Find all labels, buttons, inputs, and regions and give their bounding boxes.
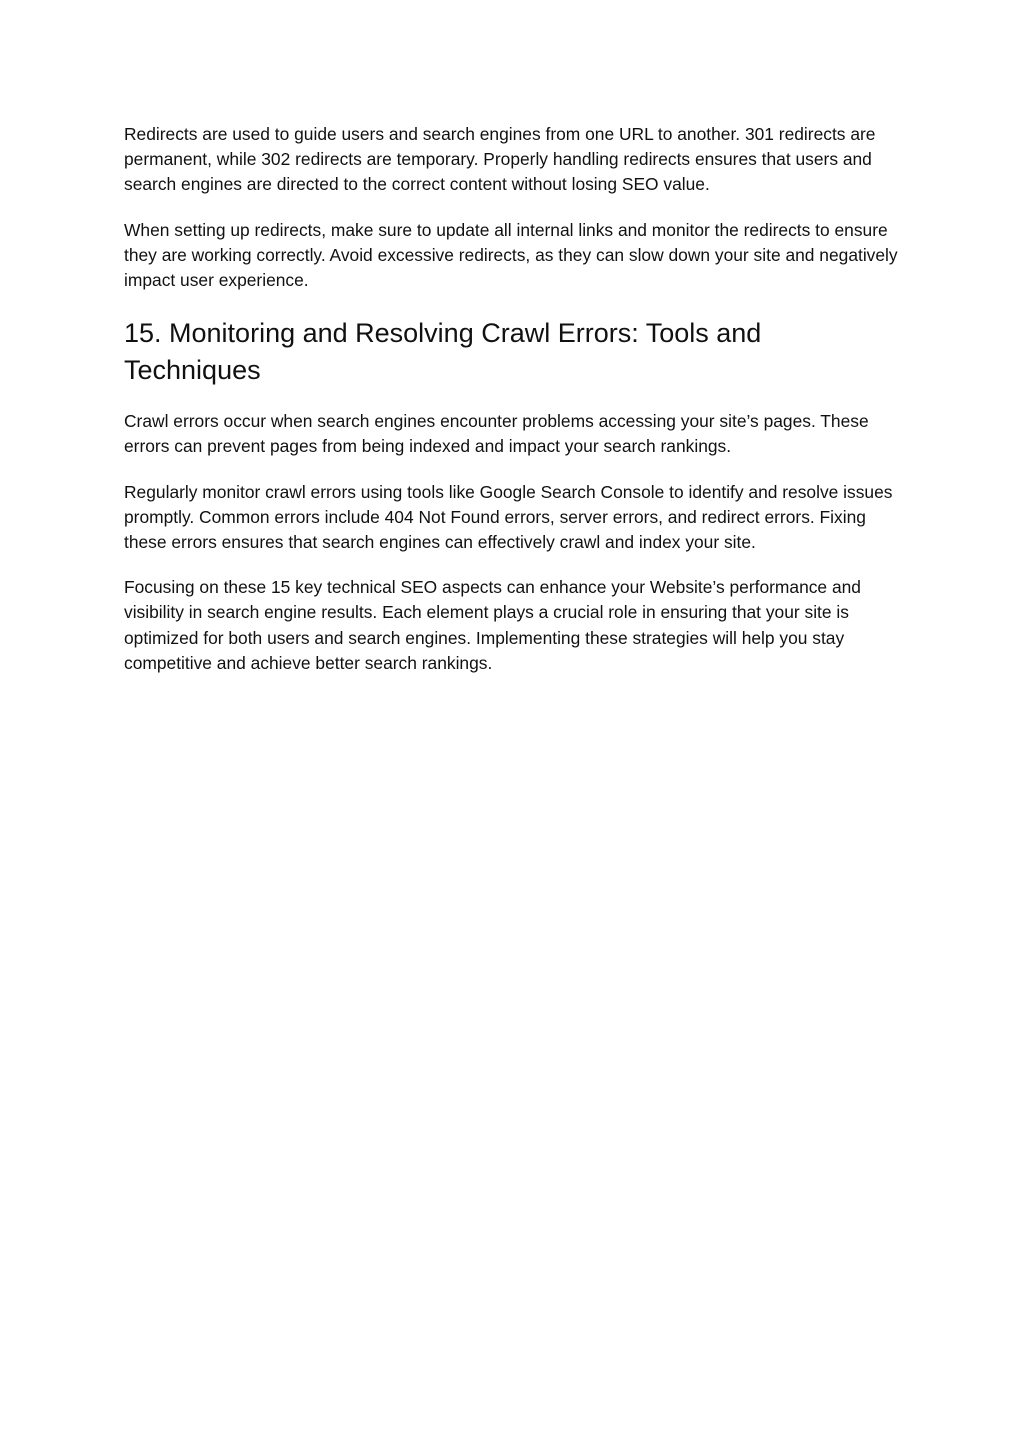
document-page	[124, 122, 904, 696]
paragraph-crawl-errors-monitoring: Regularly monitor crawl errors using tools like Google Search Console to identify and resolve issues promptly. Common errors include 404 Not Found errors, server errors, and redirect errors. Fixing these errors ensures that search engines can effectively crawl and index your site.	[124, 481, 893, 553]
paragraph-redirects-intro: Redirects are used to guide users and search engines from one URL to another. 301 redirects are permanent, while 302 redirects are temporary. Properly handling redirects ensures that users and search engines are directed to the correct content without losing SEO value.	[124, 124, 876, 195]
paragraph-crawl-errors-intro: Crawl errors occur when search engines encounter problems accessing your site’s pages. These errors can prevent pages from being indexed and impact your search rankings.	[124, 411, 869, 457]
paragraph-redirects-setup: When setting up redirects, make sure to update all internal links and monitor the redirects to ensure they are working correctly. Avoid excessive redirects, as they can slow down your site and negatively impact user experience.	[124, 219, 898, 291]
paragraph-conclusion: Focusing on these 15 key technical SEO aspects can enhance your Website’s performance and visibility in search engine results. Each element plays a crucial role in ensuring that your site is optimized for both users and search engines. Implementing these strategies will help you stay competitive and achieve better search rankings.	[124, 577, 861, 673]
section-heading: 15. Monitoring and Resolving Crawl Errors: Tools and Techniques	[124, 318, 762, 386]
